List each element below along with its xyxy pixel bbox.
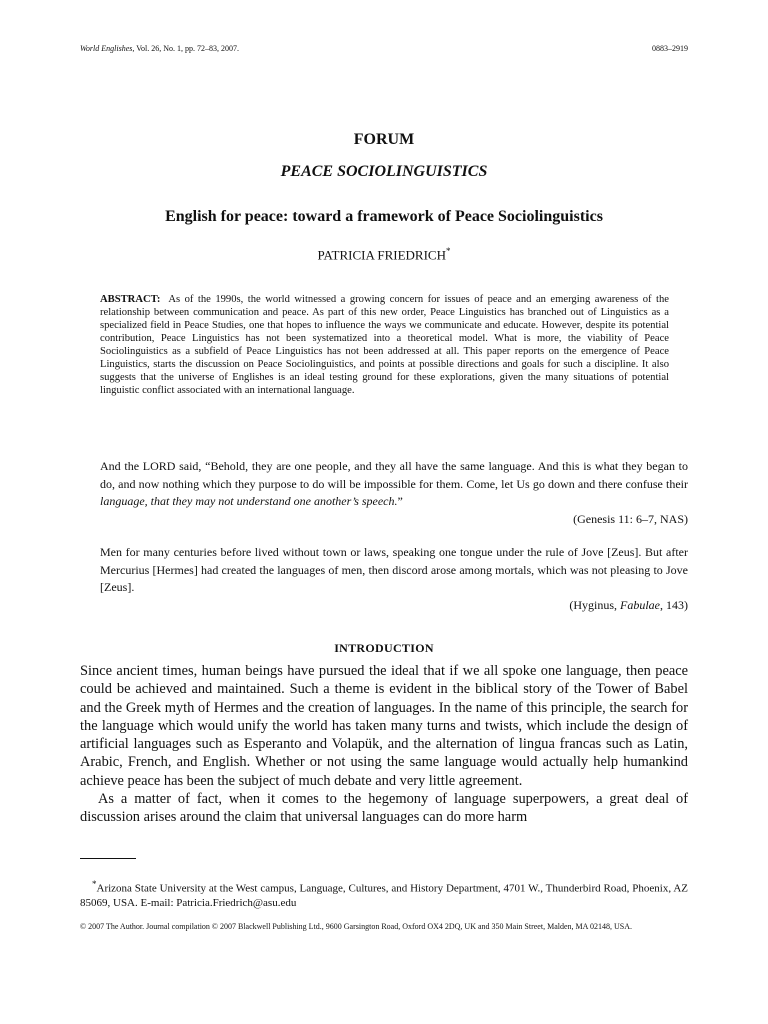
introduction-paragraph-2: As a matter of fact, when it comes to the hegemony of language superpowers, a great deal of discussion arises around the claim that universal languages can do more harm: [80, 791, 688, 826]
author-name: PATRICIA FRIEDRICH: [317, 247, 446, 263]
author-affiliation-footnote: [80, 877, 688, 911]
epigraph-genesis-citation: (Genesis 11: 6–7, NAS): [573, 511, 688, 526]
article-title: English for peace: toward a framework of Peace Sociolinguistics: [165, 208, 603, 225]
section-heading: PEACE SOCIOLINGUISTICS: [280, 163, 488, 180]
epigraph-genesis-text: And the LORD said, “Behold, they are one people, and they all have the same language. And this is what they began to do, and now nothing which they purpose to do will be impossible for them. Come, let Us go down and there confuse their: [100, 459, 688, 491]
journal-volume: , Vol. 26, No. 1, pp. 72–83, 2007.: [132, 44, 239, 53]
journal-citation: [80, 44, 239, 53]
copyright-notice: © 2007 The Author. Journal compilation © 2007 Blackwell Publishing Ltd., 9600 Garsington Road, Oxford OX4 2DQ, UK and 350 Main Street, Malden, MA 02148, USA.: [80, 922, 632, 931]
introduction-body: [80, 662, 688, 827]
footnote-mark: *: [92, 879, 97, 889]
journal-name: World Englishes: [80, 44, 133, 53]
running-head: [80, 44, 688, 53]
hyginus-cite-work: Fabulae: [620, 597, 660, 612]
epigraph-hyginus-citation: [100, 597, 688, 615]
hyginus-cite-close: , 143): [660, 597, 688, 612]
abstract-label: ABSTRACT:: [100, 294, 161, 305]
hyginus-cite-open: (Hyginus,: [569, 597, 620, 612]
abstract: [100, 293, 669, 397]
epigraph-genesis: [100, 458, 688, 528]
epigraph-hyginus-quote: Men for many centuries before lived without town or laws, speaking one tongue under the rule of Jove [Zeus]. But after Mercurius [Hermes] had created the languages of men, then discord arose among mortals, which was not pleasing to Jove [Zeus].: [100, 545, 688, 594]
epigraph-genesis-quote: [100, 458, 688, 511]
epigraph-genesis-italic: language, that they may not understand one another’s speech.: [100, 494, 398, 508]
epigraph-hyginus: [100, 544, 688, 614]
abstract-text: As of the 1990s, the world witnessed a growing concern for issues of peace and an emerging awareness of the relationship between communication and peace. As part of this new order, Peace Linguistics has branched out of Linguistics as a specialized field in Peace Studies, one that hopes to influence the ways we communicate and educate. However, despite its potential contribution, Peace Linguistics has not been systematized into a theoretical model. What is more, the viability of Peace Sociolinguistics as a subfield of Peace Linguistics has not been addressed at all. This paper reports on the emergence of Peace Linguistics, starts the discussion on Peace Sociolinguistics, and points at possible directions and goals for such a discipline. It also suggests that the universe of Englishes is an ideal testing ground for these explorations, given the many situations of potential linguistic conflict associated with an international language.: [100, 294, 669, 396]
issn: 0883–2919: [652, 44, 688, 53]
forum-heading: FORUM: [353, 131, 415, 148]
introduction-paragraph-1: Since ancient times, human beings have pursued the ideal that if we all spoke one language, then peace could be achieved and maintained. Such a theme is evident in the biblical story of the Tower of Babel and the Greek myth of Hermes and the creation of languages. In the name of this principle, the search for the language which would unify the world has taken many turns and twists, which include the design of artificial languages such as Esperanto and Volapük, and the alternation of lingua francas such as Latin, Arabic, French, and English. Whether or not using the same language would actually help humankind achieve peace has been the subject of much debate and very little agreement.: [80, 663, 688, 789]
epigraph-genesis-close: ”: [397, 494, 403, 508]
introduction-heading: INTRODUCTION: [334, 641, 434, 655]
footnote-text: Arizona State University at the West campus, Language, Cultures, and History Department, 4701 W., Thunderbird Road, Phoenix, AZ 85069, USA. E-mail: Patricia.Friedrich@asu.edu: [80, 882, 688, 910]
author-line: [80, 246, 688, 263]
author-footnote-mark: *: [445, 246, 451, 256]
footnote-divider: [80, 858, 136, 859]
